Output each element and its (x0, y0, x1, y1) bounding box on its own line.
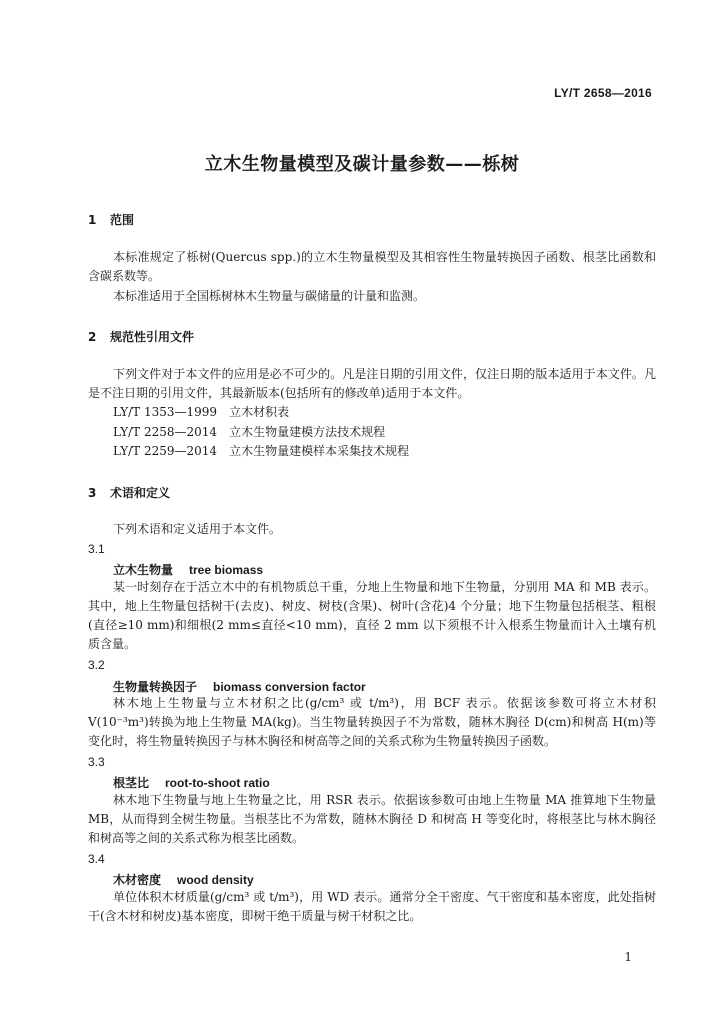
term-definition: 单位体积木材质量(g/cm³ 或 t/m³)，用 WD 表示。通常分全干密度、气干密度和基本密度，此处指树干(含木材和树皮)基本密度，即树干绝干质量与树干材积之比。 (88, 890, 656, 923)
document-title: 立木生物量模型及碳计量参数——栎树 (204, 154, 520, 175)
term-number: 3.4 (88, 852, 105, 866)
section-number: 2 (88, 330, 97, 344)
term-definition: 林木地下生物量与地上生物量之比，用 RSR 表示。依据该参数可由地上生物量 MA 推算地下生物量 MB，从而得到全树生物量。当根茎比不为常数，随林木胸径 D 和树高 H 等变化时，将根茎比与林木胸径和树高等之间的关系式称为根茎比函数。 (88, 793, 656, 845)
term-zh: 立木生物量 (113, 563, 174, 577)
paragraph: 本标准规定了栎树(Quercus spp.)的立木生物量模型及其相容性生物量转换因子函数、根茎比函数和含碳系数等。 (88, 250, 656, 283)
reference-item: LY/T 2258—2014 立木生物量建模方法技术规程 (113, 425, 386, 439)
section-title: 术语和定义 (110, 486, 171, 500)
term-en: root-to-shoot ratio (165, 776, 270, 790)
term-number: 3.3 (88, 755, 105, 769)
standard-code: LY/T 2658—2016 (554, 86, 652, 100)
section-number: 3 (88, 486, 97, 500)
term-definition: 林木地上生物量与立木材积之比(g/cm³ 或 t/m³)，用 BCF 表示。依据该参数可将立木材积 V(10⁻³m³)转换为地上生物量 MA(kg)。当生物量转换因子不为常数，随林木胸径 D(cm)和树高 H(m)等变化时，将生物量转换因子与林木胸径和树高等之间的关系式称为生物量转换因子函数。 (88, 696, 656, 748)
term-number: 3.2 (88, 658, 105, 672)
term-zh: 木材密度 (113, 873, 162, 887)
reference-item: LY/T 2259—2014 立木生物量建模样本采集技术规程 (113, 444, 410, 458)
term-heading (113, 561, 263, 578)
section-title: 范围 (110, 213, 135, 227)
section-1-heading (88, 211, 134, 228)
term-zh: 根茎比 (113, 776, 150, 790)
term-en: wood density (177, 873, 254, 887)
term-number: 3.1 (88, 542, 105, 556)
term-en: biomass conversion factor (213, 680, 366, 694)
paragraph: 下列术语和定义适用于本文件。 (113, 522, 282, 536)
term-zh: 生物量转换因子 (113, 680, 198, 694)
section-2-heading (88, 328, 194, 345)
section-title: 规范性引用文件 (110, 330, 195, 344)
term-definition: 某一时刻存在于活立木中的有机物质总干重，分地上生物量和地下生物量，分别用 MA 和 MB 表示。其中，地上生物量包括树干(去皮)、树皮、树枝(含果)、树叶(含花)4 个分量；地下生物量包括根茎、粗根(直径≥10 mm)和细根(2 mm≤直径<10 mm)，直径 2 mm 以下须根不计入根系生物量而计入土壤有机质含量。 (88, 580, 656, 651)
page-number: 1 (624, 950, 632, 964)
section-3-heading (88, 484, 170, 501)
section-number: 1 (88, 213, 97, 227)
reference-item: LY/T 1353—1999 立木材积表 (113, 405, 290, 419)
paragraph: 本标准适用于全国栎树林木生物量与碳储量的计量和监测。 (113, 289, 426, 303)
term-en: tree biomass (189, 563, 264, 577)
paragraph: 下列文件对于本文件的应用是必不可少的。凡是注日期的引用文件，仅注日期的版本适用于本文件。凡是不注日期的引用文件，其最新版本(包括所有的修改单)适用于本文件。 (88, 367, 656, 400)
term-heading (113, 774, 270, 791)
term-heading (113, 678, 366, 695)
term-heading (113, 871, 254, 888)
